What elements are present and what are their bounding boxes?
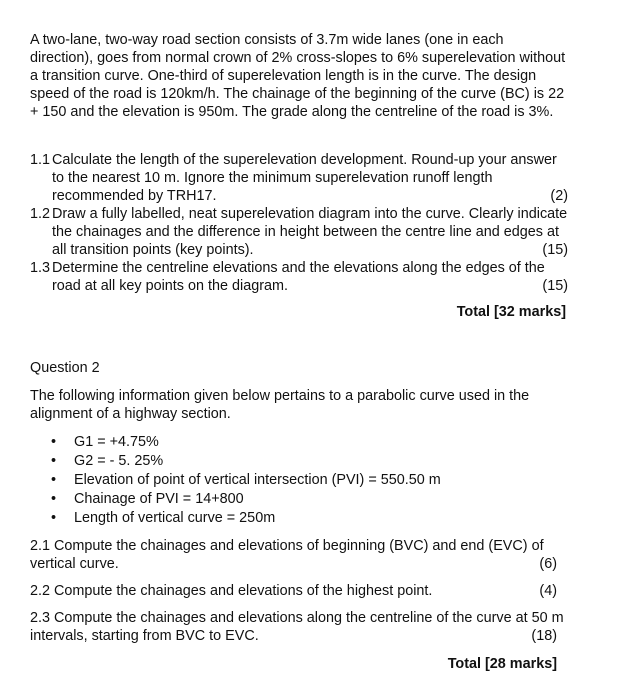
question-number: 1.3 (30, 260, 51, 276)
bullet-icon: • (51, 472, 57, 488)
question-line: Calculate the length of the superelevation development. Round-up your answer (52, 152, 557, 168)
list-item-text: Elevation of point of vertical intersection (PVI) = 550.50 m (74, 472, 441, 488)
question-text (52, 205, 575, 259)
bullet-icon: • (51, 491, 57, 507)
intro-line: alignment of a highway section. (30, 406, 231, 422)
question-line: the chainages and the difference in height between the centre line and edges at (52, 224, 559, 240)
question-line: recommended by TRH17. (52, 188, 217, 204)
question-line: all transition points (key points). (52, 242, 254, 258)
list-item (30, 509, 575, 528)
marks-label: (6) (539, 556, 557, 572)
marks-label: (4) (539, 583, 557, 599)
question-2-2 (30, 582, 575, 600)
question-line: Draw a fully labelled, neat superelevation diagram into the curve. Clearly indicate (52, 206, 568, 222)
question-line: road at all key points on the diagram. (52, 278, 288, 294)
intro-line: A two-lane, two-way road section consists of 3.7m wide lanes (one in each (30, 32, 504, 48)
question-1-list (30, 151, 575, 295)
question-2-3 (30, 609, 575, 645)
marks-label: (18) (531, 628, 557, 644)
question-line: vertical curve. (30, 556, 119, 572)
list-item-text: Length of vertical curve = 250m (74, 510, 276, 526)
question-line: intervals, starting from BVC to EVC. (30, 628, 259, 644)
question-line: 2.2 Compute the chainages and elevations of the highest point. (30, 583, 433, 599)
question-line: Determine the centreline elevations and the elevations along the edges of the (52, 260, 545, 276)
question-1-intro (30, 31, 575, 121)
list-item-text: G2 = - 5. 25% (74, 453, 164, 469)
intro-line: speed of the road is 120km/h. The chainage of the beginning of the curve (BC) is 22 (30, 86, 565, 102)
question-2-total: Total [28 marks] (447, 656, 557, 672)
list-item (30, 433, 575, 452)
question-1-total: Total [32 marks] (456, 304, 566, 320)
question-1-1 (30, 151, 575, 205)
question-2-title: Question 2 (30, 360, 100, 376)
question-number: 1.1 (30, 152, 51, 168)
question-line: to the nearest 10 m. Ignore the minimum superelevation runoff length (52, 170, 493, 186)
intro-line: The following information given below pertains to a parabolic curve used in the (30, 388, 530, 404)
question-text (52, 259, 575, 295)
question-line: 2.1 Compute the chainages and elevations of beginning (BVC) and end (EVC) of (30, 538, 544, 554)
question-1-2 (30, 205, 575, 259)
question-text (52, 151, 575, 205)
intro-line: direction), goes from normal crown of 2% cross-slopes to 6% superelevation without (30, 50, 566, 66)
intro-line: a transition curve. One-third of superelevation length is in the curve. The design (30, 68, 537, 84)
bullet-icon: • (51, 510, 57, 526)
intro-line: + 150 and the elevation is 950m. The grade along the centreline of the road is 3%. (30, 104, 554, 120)
question-1-3 (30, 259, 575, 295)
question-number: 1.2 (30, 206, 51, 222)
question-line: 2.3 Compute the chainages and elevations along the centreline of the curve at 50 m (30, 610, 564, 626)
document-page (30, 31, 575, 673)
list-item-text: G1 = +4.75% (74, 434, 159, 450)
list-item-text: Chainage of PVI = 14+800 (74, 491, 244, 507)
list-item (30, 471, 575, 490)
list-item (30, 490, 575, 509)
question-2-intro (30, 387, 575, 423)
question-2-1 (30, 537, 575, 573)
marks-label: (15) (542, 278, 568, 294)
marks-label: (15) (542, 242, 568, 258)
marks-label: (2) (550, 188, 568, 204)
list-item (30, 452, 575, 471)
bullet-icon: • (51, 453, 57, 469)
given-data-list (30, 433, 575, 528)
bullet-icon: • (51, 434, 57, 450)
